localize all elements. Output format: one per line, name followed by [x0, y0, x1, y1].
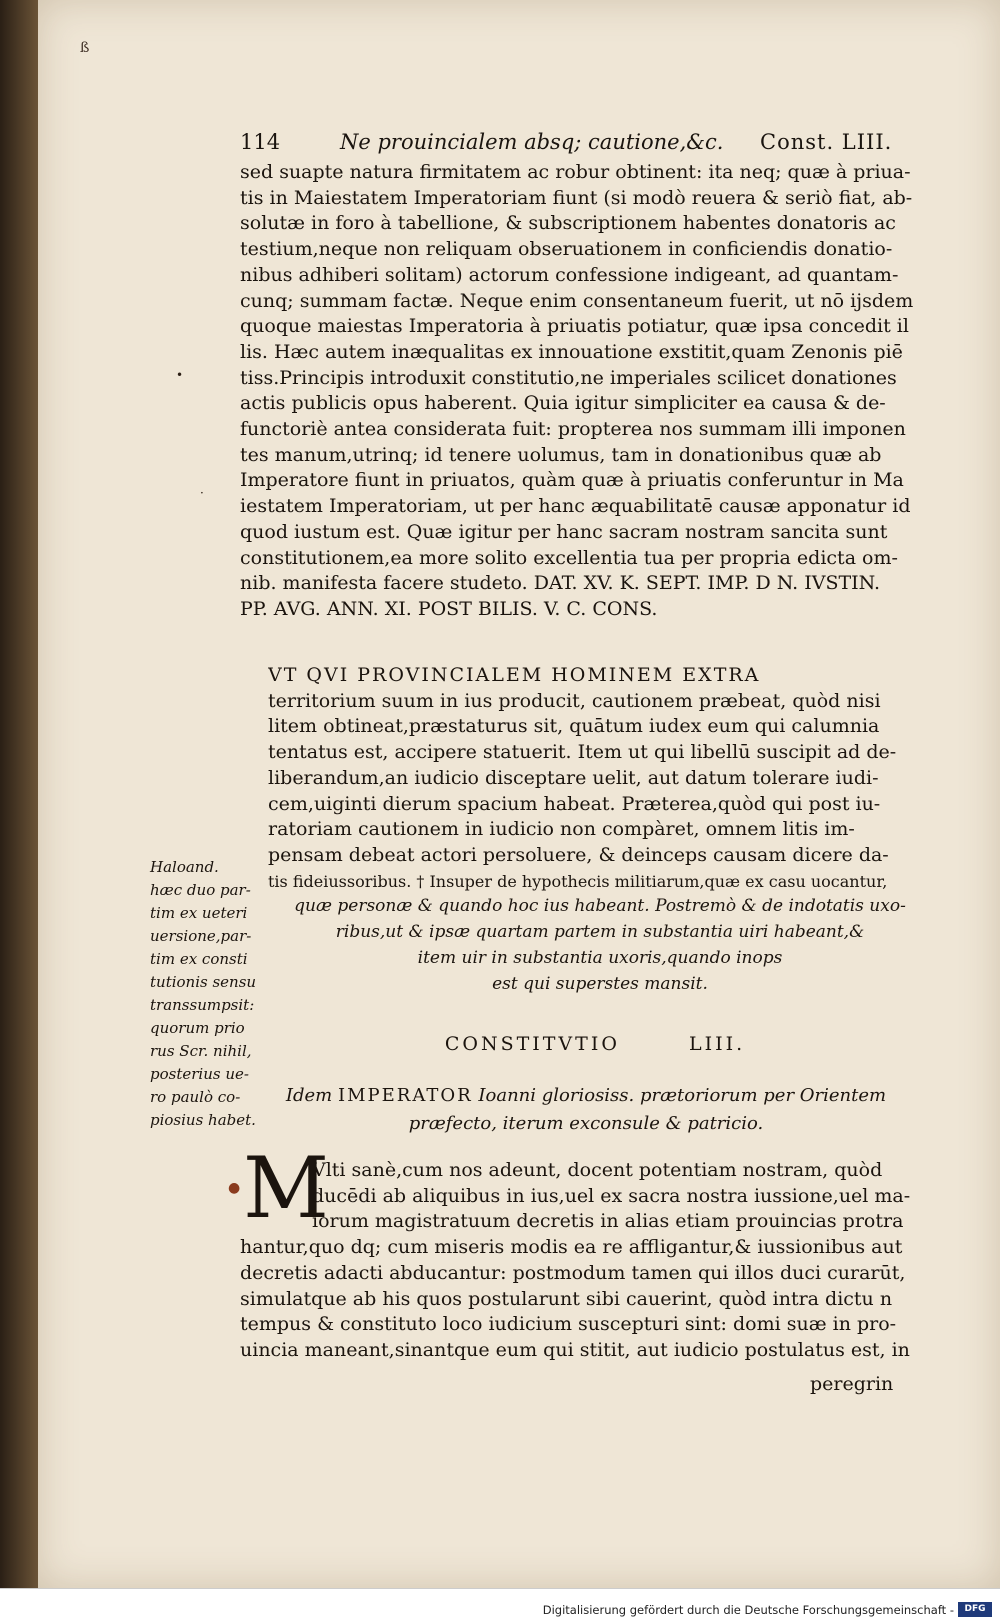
red-speck: ● — [228, 1180, 241, 1196]
margin-line: piosius habet. — [150, 1111, 256, 1129]
text-line: ratoriam cautionem in iudicio non compàret, omnem litis im- — [268, 818, 855, 841]
dfg-logo: DFG — [958, 1602, 992, 1617]
text-line: Imperatore fiunt in priuatos, quàm quæ à priuatis conferuntur in Ma — [240, 469, 904, 492]
margin-line: ro paulò co- — [150, 1088, 241, 1106]
footer-credit: Digitalisierung gefördert durch die Deutsche Forschungsgemeinschaft - — [542, 1603, 954, 1617]
ink-speck: · — [200, 486, 204, 500]
margin-line: rus Scr. nihil, — [150, 1042, 252, 1060]
address-line — [240, 1082, 932, 1138]
margin-line: posterius ue- — [150, 1065, 249, 1083]
heading-number: LIII. — [688, 1033, 746, 1055]
margin-line: tutionis sensu — [150, 973, 257, 991]
text-line: actis publicis opus haberent. Quia igitur simpliciter ea causa & de- — [240, 392, 886, 415]
margin-line: transsumpsit: — [150, 996, 255, 1014]
text-line: ducēdi ab aliquibus in ius,uel ex sacra nostra iussione,uel ma- — [312, 1184, 911, 1207]
text-line: Vlti sanè,cum nos adeunt, docent potentiam nostram, quòd — [312, 1159, 883, 1181]
text-line: decretis adacti abducantur: postmodum tamen qui illos duci curarūt, — [240, 1261, 906, 1284]
margin-line: Haloand. — [150, 858, 219, 876]
text-line: iorum magistratuum decretis in alias etiam prouincias protra — [312, 1210, 904, 1233]
constitution-heading — [270, 1033, 920, 1055]
text-line: liberandum,an iudicio disceptare uelit, aut datum tolerare iudi- — [268, 766, 879, 789]
text-line: functoriè antea considerata fuit: propterea nos summam illi imponen — [240, 418, 906, 441]
margin-note — [150, 856, 257, 1132]
text-line: pensam debeat actori persoluere, & deinceps causam dicere da- — [268, 843, 889, 866]
text-line: solutæ in foro à tabellione, & subscriptionem habentes donatoris ac — [240, 212, 896, 235]
imperator-word: IMPERATOR — [337, 1085, 473, 1106]
running-title: Ne prouincialem absq; cautione,&c. — [340, 130, 724, 154]
italic-line: ribus,ut & ipsæ quartam partem in substantia uiri habeant,& — [335, 922, 865, 942]
text-line: simulatque ab his quos postularunt sibi cauerint, quòd intra dictu n — [240, 1287, 893, 1310]
text-line: hantur,quo dq; cum miseris modis ea re affligantur,& iussionibus aut — [240, 1236, 903, 1259]
text-line: litem obtineat,præstaturus sit, quātum iudex eum qui calumnia — [268, 715, 880, 738]
summary-title: VT QVI PROVINCIALEM HOMINEM EXTRA — [268, 664, 761, 686]
text-line: nib. manifesta facere studeto. DAT. XV. K. SEPT. IMP. D N. IVSTIN. — [240, 572, 881, 595]
corner-mark: ß — [80, 40, 90, 56]
ink-speck: • — [176, 368, 184, 382]
folio-number: 114 — [240, 130, 281, 154]
margin-line: quorum prio — [150, 1019, 245, 1037]
running-right: Const. LIII. — [760, 130, 893, 154]
text-line: sed suapte natura firmitatem ac robur obtinent: ita neq; quæ à priua- — [240, 161, 911, 183]
text-line: tes manum,utrinq; id tenere uolumus, tam in donationibus quæ ab — [240, 443, 882, 466]
text-line: nibus adhiberi solitam) actorum confessione indigeant, ad quantam- — [240, 263, 899, 286]
italic-line: quæ personæ & quando hoc ius habeant. Postremò & de indotatis uxo- — [294, 896, 906, 916]
drop-capital: M — [243, 1139, 330, 1237]
italic-summary — [268, 893, 932, 997]
text-block-1 — [240, 160, 932, 623]
italic-line: item uir in substantia uxoris,quando inops — [417, 948, 783, 968]
text-line: cunq; summam factæ. Neque enim consentaneum fuerit, ut nō ijsdem — [240, 289, 914, 312]
margin-line: uersione,par- — [150, 927, 252, 945]
text-line: uincia maneant,sinantque eum qui stitit, aut iudicio postulatus est, in — [240, 1338, 910, 1361]
italic-line: est qui superstes mansit. — [492, 974, 708, 994]
idem-word: Idem — [285, 1085, 333, 1106]
margin-line: tim ex consti — [150, 950, 248, 968]
text-line: territorium suum in ius producit, cautionem præbeat, quòd nisi — [268, 689, 881, 712]
margin-line: hæc duo par- — [150, 881, 251, 899]
text-line: tis in Maiestatem Imperatoriam fiunt (si modò reuera & seriò fiat, ab- — [240, 186, 913, 209]
text-line: constitutionem,ea more solito excellentia tua per propria edicta om- — [240, 546, 898, 569]
address-line-2: præfecto, iterum exconsule & patricio. — [408, 1113, 764, 1134]
summary-block — [268, 663, 932, 894]
page-header — [240, 130, 930, 156]
heading-label: CONSTITVTIO — [444, 1033, 620, 1055]
text-line: testium,neque non reliquam obseruationem in conficiendis donatio- — [240, 238, 893, 261]
text-line: tentatus est, accipere statuerit. Item ut qui libellū suscipit ad de- — [268, 741, 897, 764]
catchword: peregrin — [810, 1373, 894, 1395]
text-line: quod iustum est. Quæ igitur per hanc sacram nostram sancita sunt — [240, 520, 888, 543]
text-block-3 — [240, 1158, 932, 1364]
margin-line: tim ex ueteri — [150, 904, 248, 922]
text-line: cem,uiginti dierum spacium habeat. Præterea,quòd qui post iu- — [268, 792, 881, 815]
text-line: lis. Hæc autem inæqualitas ex innouatione exstitit,quam Zenonis piē — [240, 340, 903, 363]
text-line: tiss.Principis introduxit constitutio,ne imperiales scilicet donationes — [240, 366, 897, 389]
book-spine-edge — [0, 0, 38, 1588]
text-line: PP. AVG. ANN. XI. POST BILIS. V. C. CONS. — [240, 597, 658, 620]
text-line: tis fideiussoribus. † Insuper de hypothecis militiarum,quæ ex casu uocantur, — [268, 871, 888, 891]
text-line: quoque maiestas Imperatoria à priuatis potiatur, quæ ipsa concedit il — [240, 315, 909, 338]
text-line: tempus & constituto loco iudicium suscepturi sint: domi suæ in pro- — [240, 1313, 897, 1336]
address-text: Ioanni gloriosiss. prætoriorum per Orientem — [478, 1085, 887, 1106]
text-line: iestatem Imperatoriam, ut per hanc æquabilitatē causæ apponatur id — [240, 495, 911, 518]
